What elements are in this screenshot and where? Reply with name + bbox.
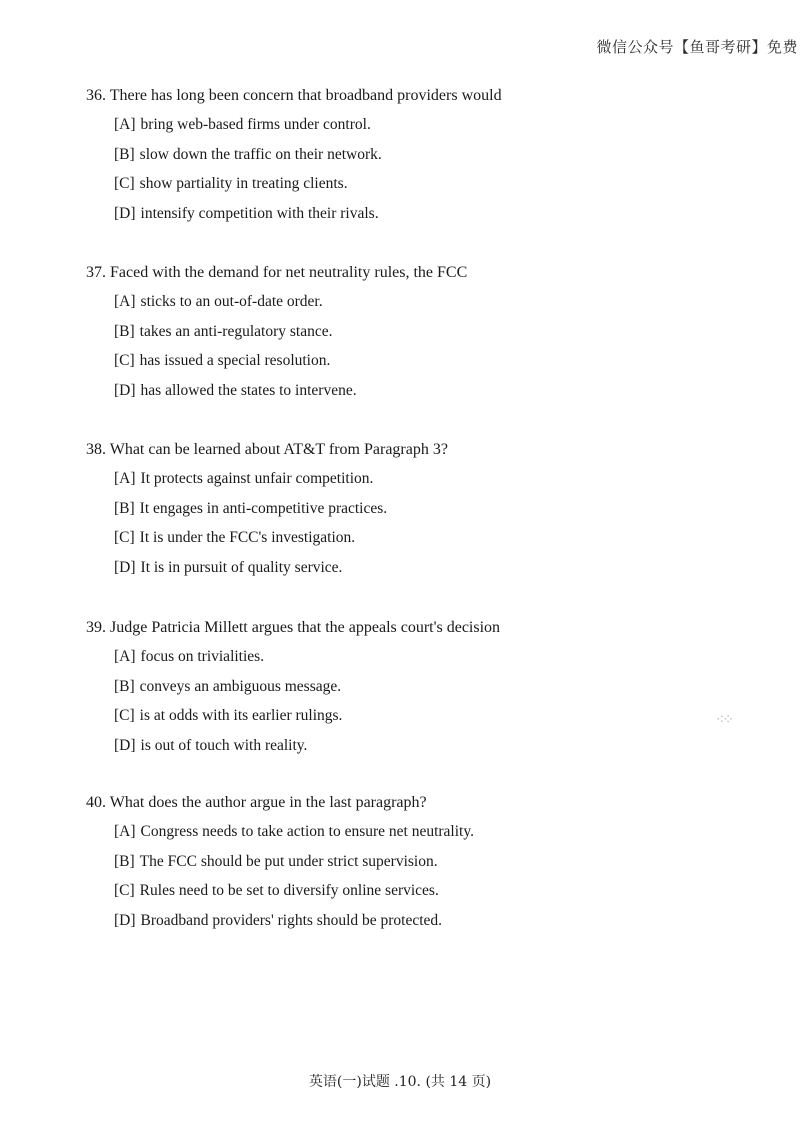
option-letter: [A] [114, 823, 136, 840]
option-letter: [A] [114, 116, 136, 133]
option-c [114, 881, 726, 911]
option-letter: [D] [114, 911, 136, 929]
option-letter: [B] [114, 322, 135, 340]
option-letter: [B] [114, 145, 135, 163]
option-c [114, 351, 726, 381]
question-stem: 39. Judge Patricia Millett argues that the appeals court's decision [86, 619, 501, 636]
option-text: It engages in anti-competitive practices. [139, 499, 388, 517]
option-letter: [A] [114, 648, 136, 665]
option-text: conveys an ambiguous message. [139, 677, 342, 695]
option-letter: [C] [114, 882, 135, 899]
options-list [86, 292, 726, 410]
question-stem: 36. There has long been concern that broadband providers would [86, 87, 502, 104]
option-b [114, 145, 726, 175]
options-list [86, 115, 726, 233]
option-b [114, 322, 726, 352]
option-c [114, 706, 726, 736]
question-stem: 38. What can be learned about AT&T from Paragraph 3? [86, 441, 448, 458]
option-a [114, 469, 726, 499]
option-c [114, 528, 726, 558]
option-a [114, 115, 726, 145]
option-d [114, 204, 726, 234]
option-b [114, 677, 726, 707]
option-letter: [D] [114, 381, 136, 399]
option-d [114, 381, 726, 411]
options-list [86, 469, 726, 587]
options-list [86, 822, 726, 940]
option-letter: [A] [114, 293, 136, 310]
option-text: Congress needs to take action to ensure net neutrality. [140, 823, 474, 840]
option-text: has issued a special resolution. [139, 352, 331, 369]
option-a [114, 292, 726, 322]
question-stem: 40. What does the author argue in the last paragraph? [86, 794, 427, 811]
option-b [114, 499, 726, 529]
option-letter: [B] [114, 677, 135, 695]
question-36 [86, 86, 726, 233]
option-text: It is under the FCC's investigation. [139, 529, 356, 546]
option-letter: [D] [114, 736, 136, 754]
option-text: The FCC should be put under strict supervision. [139, 852, 438, 870]
option-text: is out of touch with reality. [140, 736, 308, 754]
option-letter: [D] [114, 558, 136, 576]
option-text: slow down the traffic on their network. [139, 145, 382, 163]
scan-speck-decoration: ⁖⁘ [716, 713, 732, 728]
option-d [114, 736, 726, 766]
option-d [114, 558, 726, 588]
option-a [114, 647, 726, 677]
watermark-text: 微信公众号【鱼哥考研】免费 [596, 38, 798, 56]
option-letter: [B] [114, 499, 135, 517]
question-stem: 37. Faced with the demand for net neutrality rules, the FCC [86, 264, 468, 281]
option-text: has allowed the states to intervene. [140, 381, 357, 399]
question-40 [86, 793, 726, 940]
option-d [114, 911, 726, 941]
option-c [114, 174, 726, 204]
option-text: sticks to an out-of-date order. [140, 293, 323, 310]
option-letter: [C] [114, 529, 135, 546]
option-text: takes an anti-regulatory stance. [139, 322, 333, 340]
option-text: focus on trivialities. [140, 648, 265, 665]
option-letter: [B] [114, 852, 135, 870]
page-footer: 英语(一)试题 .10. (共 14 页) [308, 1074, 492, 1090]
option-text: It protects against unfair competition. [140, 470, 374, 487]
option-letter: [C] [114, 352, 135, 369]
option-text: It is in pursuit of quality service. [140, 558, 343, 576]
options-list [86, 647, 726, 765]
option-letter: [A] [114, 470, 136, 487]
option-text: show partiality in treating clients. [139, 175, 348, 192]
option-letter: [C] [114, 175, 135, 192]
option-letter: [C] [114, 707, 135, 724]
question-38 [86, 440, 726, 587]
option-text: intensify competition with their rivals. [140, 204, 379, 222]
option-text: Rules need to be set to diversify online services. [139, 882, 439, 899]
option-text: bring web-based firms under control. [140, 116, 371, 133]
option-text: is at odds with its earlier rulings. [139, 707, 343, 724]
question-39 [86, 618, 726, 765]
option-b [114, 852, 726, 882]
option-a [114, 822, 726, 852]
option-letter: [D] [114, 204, 136, 222]
question-37 [86, 263, 726, 410]
option-text: Broadband providers' rights should be protected. [140, 911, 443, 929]
